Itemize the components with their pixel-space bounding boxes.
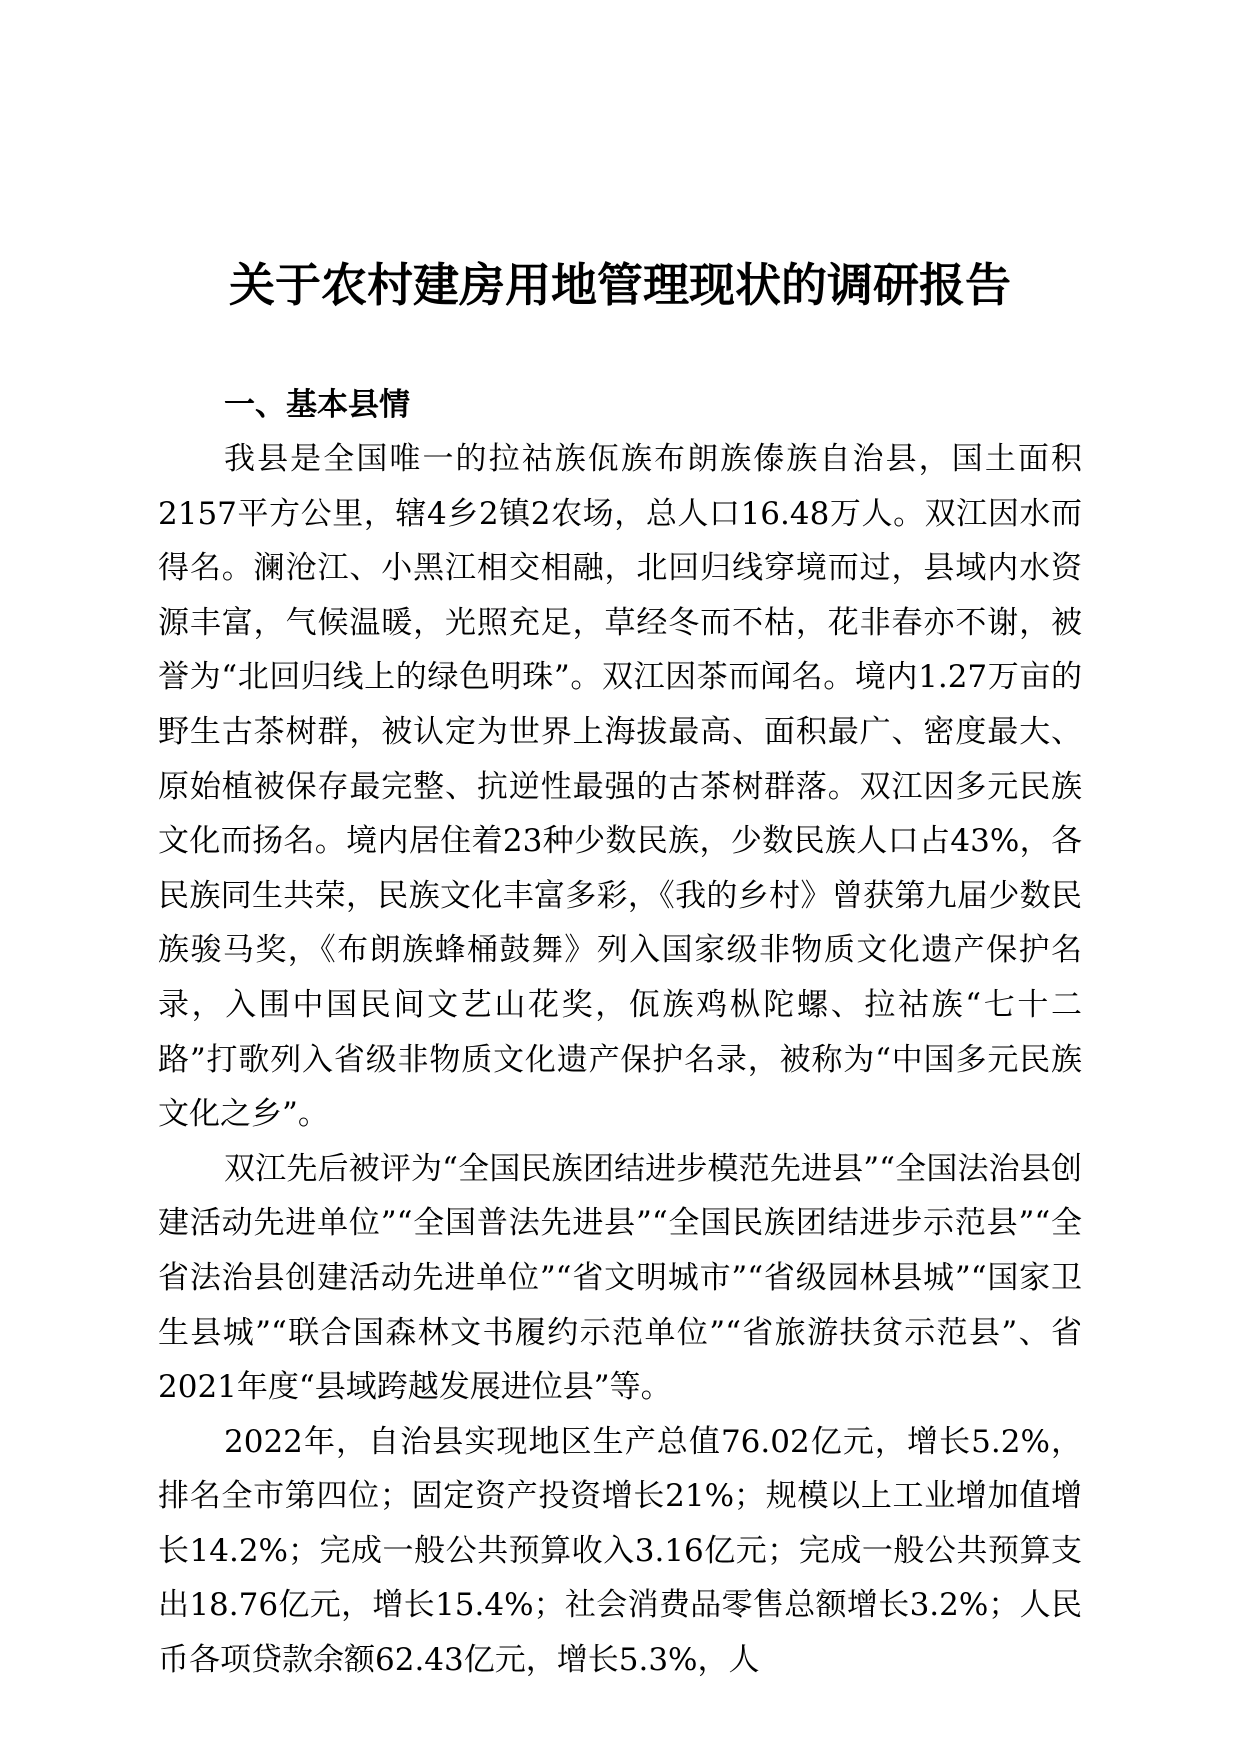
document-body bbox=[158, 378, 1082, 1688]
document-title: 关于农村建房用地管理现状的调研报告 bbox=[229, 258, 1011, 312]
paragraph-honors: 双江先后被评为“全国民族团结进步模范先进县”“全国法治县创建活动先进单位”“全国普法先进县”“全国民族团结进步示范县”“全省法治县创建活动先进单位”“省文明城市”“省级园林县城”“国家卫生县城”“联合国森林文书履约示范单位”“省旅游扶贫示范县”、省2021年度“县域跨越发展进位县”等。 bbox=[158, 1150, 1082, 1406]
section-heading: 一、基本县情 bbox=[224, 387, 410, 423]
paragraph-county-overview: 我县是全国唯一的拉祜族佤族布朗族傣族自治县，国土面积2157平方公里，辖4乡2镇2农场，总人口16.48万人。双江因水而得名。澜沧江、小黑江相交相融，北回归线穿境而过，县域内水资源丰富，气候温暖，光照充足，草经冬而不枯，花非春亦不谢，被誉为“北回归线上的绿色明珠”。双江因茶而闻名。境内1.27万亩的野生古茶树群，被认定为世界上海拔最高、面积最广、密度最大、原始植被保存最完整、抗逆性最强的古茶树群落。双江因多元民族文化而扬名。境内居住着23种少数民族，少数民族人口占43%，各民族同生共荣，民族文化丰富多彩，《我的乡村》曾获第九届少数民族骏马奖，《布朗族蜂桶鼓舞》列入国家级非物质文化遗产保护名录，入围中国民间文艺山花奖，佤族鸡枞陀螺、拉祜族“七十二路”打歌列入省级非物质文化遗产保护名录，被称为“中国多元民族文化之乡”。 bbox=[158, 441, 1082, 1133]
paragraph-economy-2022: 2022年，自治县实现地区生产总值76.02亿元，增长5.2%，排名全市第四位；固定资产投资增长21%；规模以上工业增加值增长14.2%；完成一般公共预算收入3.16亿元；完成一般公共预算支出18.76亿元，增长15.4%；社会消费品零售总额增长3.2%；人民币各项贷款余额62.43亿元，增长5.3%，人 bbox=[158, 1423, 1082, 1679]
